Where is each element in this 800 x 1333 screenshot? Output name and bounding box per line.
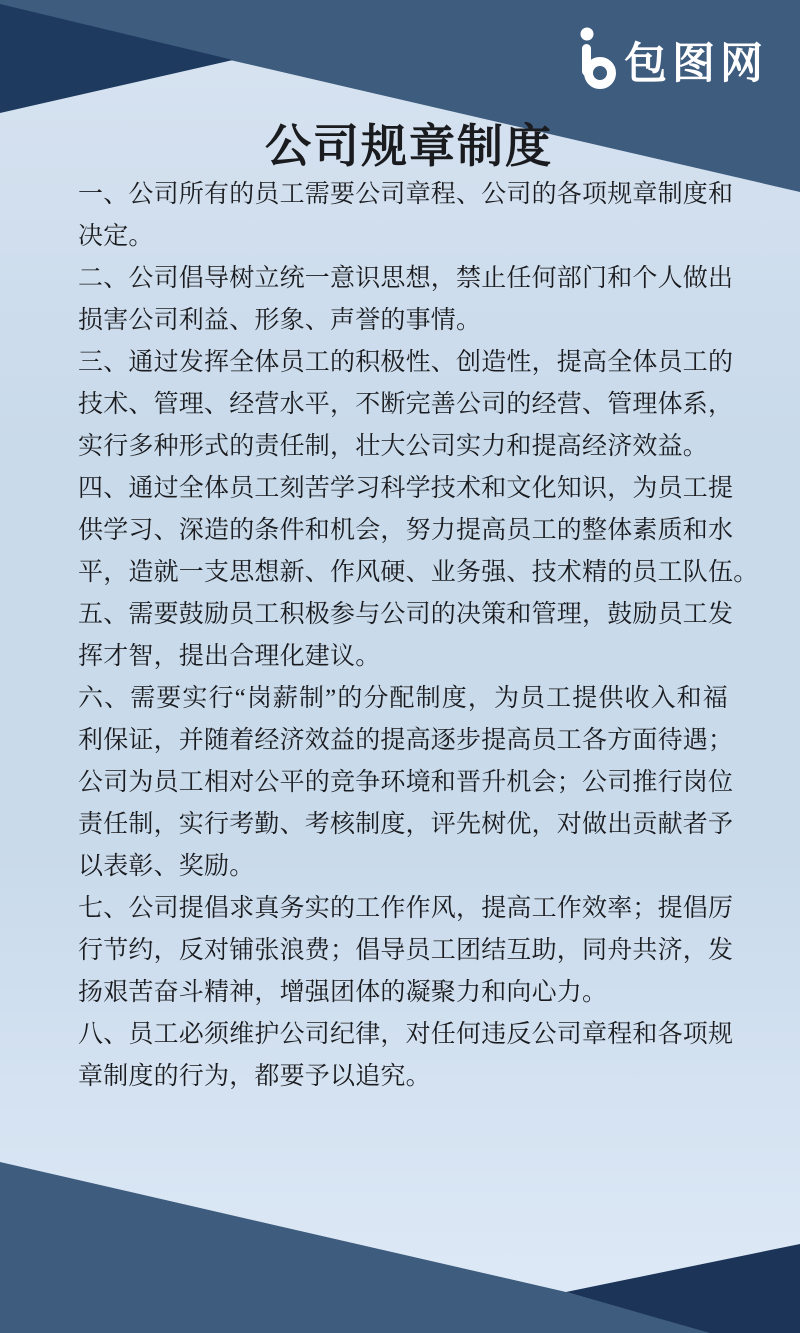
rule-5-line-1: 五、需要鼓励员工积极参与公司的决策和管理，鼓励员工发	[78, 601, 734, 628]
brand-name: 包图网	[624, 40, 768, 88]
rule-7-line-2: 行节约，反对铺张浪费；倡导员工团结互助，同舟共济，发	[78, 937, 734, 964]
rule-6-line-4: 责任制，实行考勤、考核制度，评先树优，对做出贡献者予	[78, 811, 734, 838]
rule-6-line-2: 利保证，并随着经济效益的提高逐步提高员工各方面待遇；	[78, 727, 734, 754]
rule-item-4	[78, 468, 759, 594]
rule-item-8	[78, 1014, 734, 1098]
rule-2-line-2: 损害公司利益、形象、声誉的事情。	[78, 307, 482, 334]
rule-3-line-1: 三、通过发挥全体员工的积极性、创造性，提高全体员工的	[78, 349, 734, 376]
ibaotu-b-icon	[576, 27, 618, 90]
rule-5-line-2: 挥才智，提出合理化建议。	[78, 643, 381, 670]
rule-1-line-1: 一、公司所有的员工需要公司章程、公司的各项规章制度和	[78, 181, 734, 208]
rule-6-line-5: 以表彰、奖励。	[78, 853, 255, 880]
page-title: 公司规章制度	[265, 121, 553, 172]
rules-list	[78, 174, 759, 1098]
rule-7-line-3: 扬艰苦奋斗精神，增强团体的凝聚力和向心力。	[78, 979, 608, 1006]
rule-1-line-2: 决定。	[78, 223, 154, 250]
rule-6-line-1: 六、需要实行“岗薪制”的分配制度，为员工提供收入和福	[78, 685, 728, 712]
rule-item-6	[78, 678, 734, 888]
rule-3-line-3: 实行多种形式的责任制，壮大公司实力和提高经济效益。	[78, 433, 709, 460]
rule-4-line-3: 平，造就一支思想新、作风硬、业务强、技术精的员工队伍。	[78, 559, 759, 586]
rule-item-2	[78, 258, 734, 342]
rule-7-line-1: 七、公司提倡求真务实的工作作风，提高工作效率；提倡厉	[78, 895, 734, 922]
rule-4-line-1: 四、通过全体员工刻苦学习科学技术和文化知识，为员工提	[78, 475, 734, 502]
rule-8-line-1: 八、员工必须维护公司纪律，对任何违反公司章程和各项规	[78, 1021, 734, 1048]
rule-item-3	[78, 342, 734, 468]
brand-logo	[576, 27, 768, 90]
rule-item-7	[78, 888, 734, 1014]
rule-item-1	[78, 174, 734, 258]
rule-2-line-1: 二、公司倡导树立统一意识思想，禁止任何部门和个人做出	[78, 265, 734, 292]
rule-6-line-3: 公司为员工相对公平的竞争环境和晋升机会；公司推行岗位	[78, 769, 734, 796]
rule-item-5	[78, 594, 734, 678]
rule-4-line-2: 供学习、深造的条件和机会，努力提高员工的整体素质和水	[78, 517, 734, 544]
rule-3-line-2: 技术、管理、经营水平，不断完善公司的经营、管理体系，	[78, 391, 734, 418]
rule-8-line-2: 章制度的行为，都要予以追究。	[78, 1063, 431, 1090]
